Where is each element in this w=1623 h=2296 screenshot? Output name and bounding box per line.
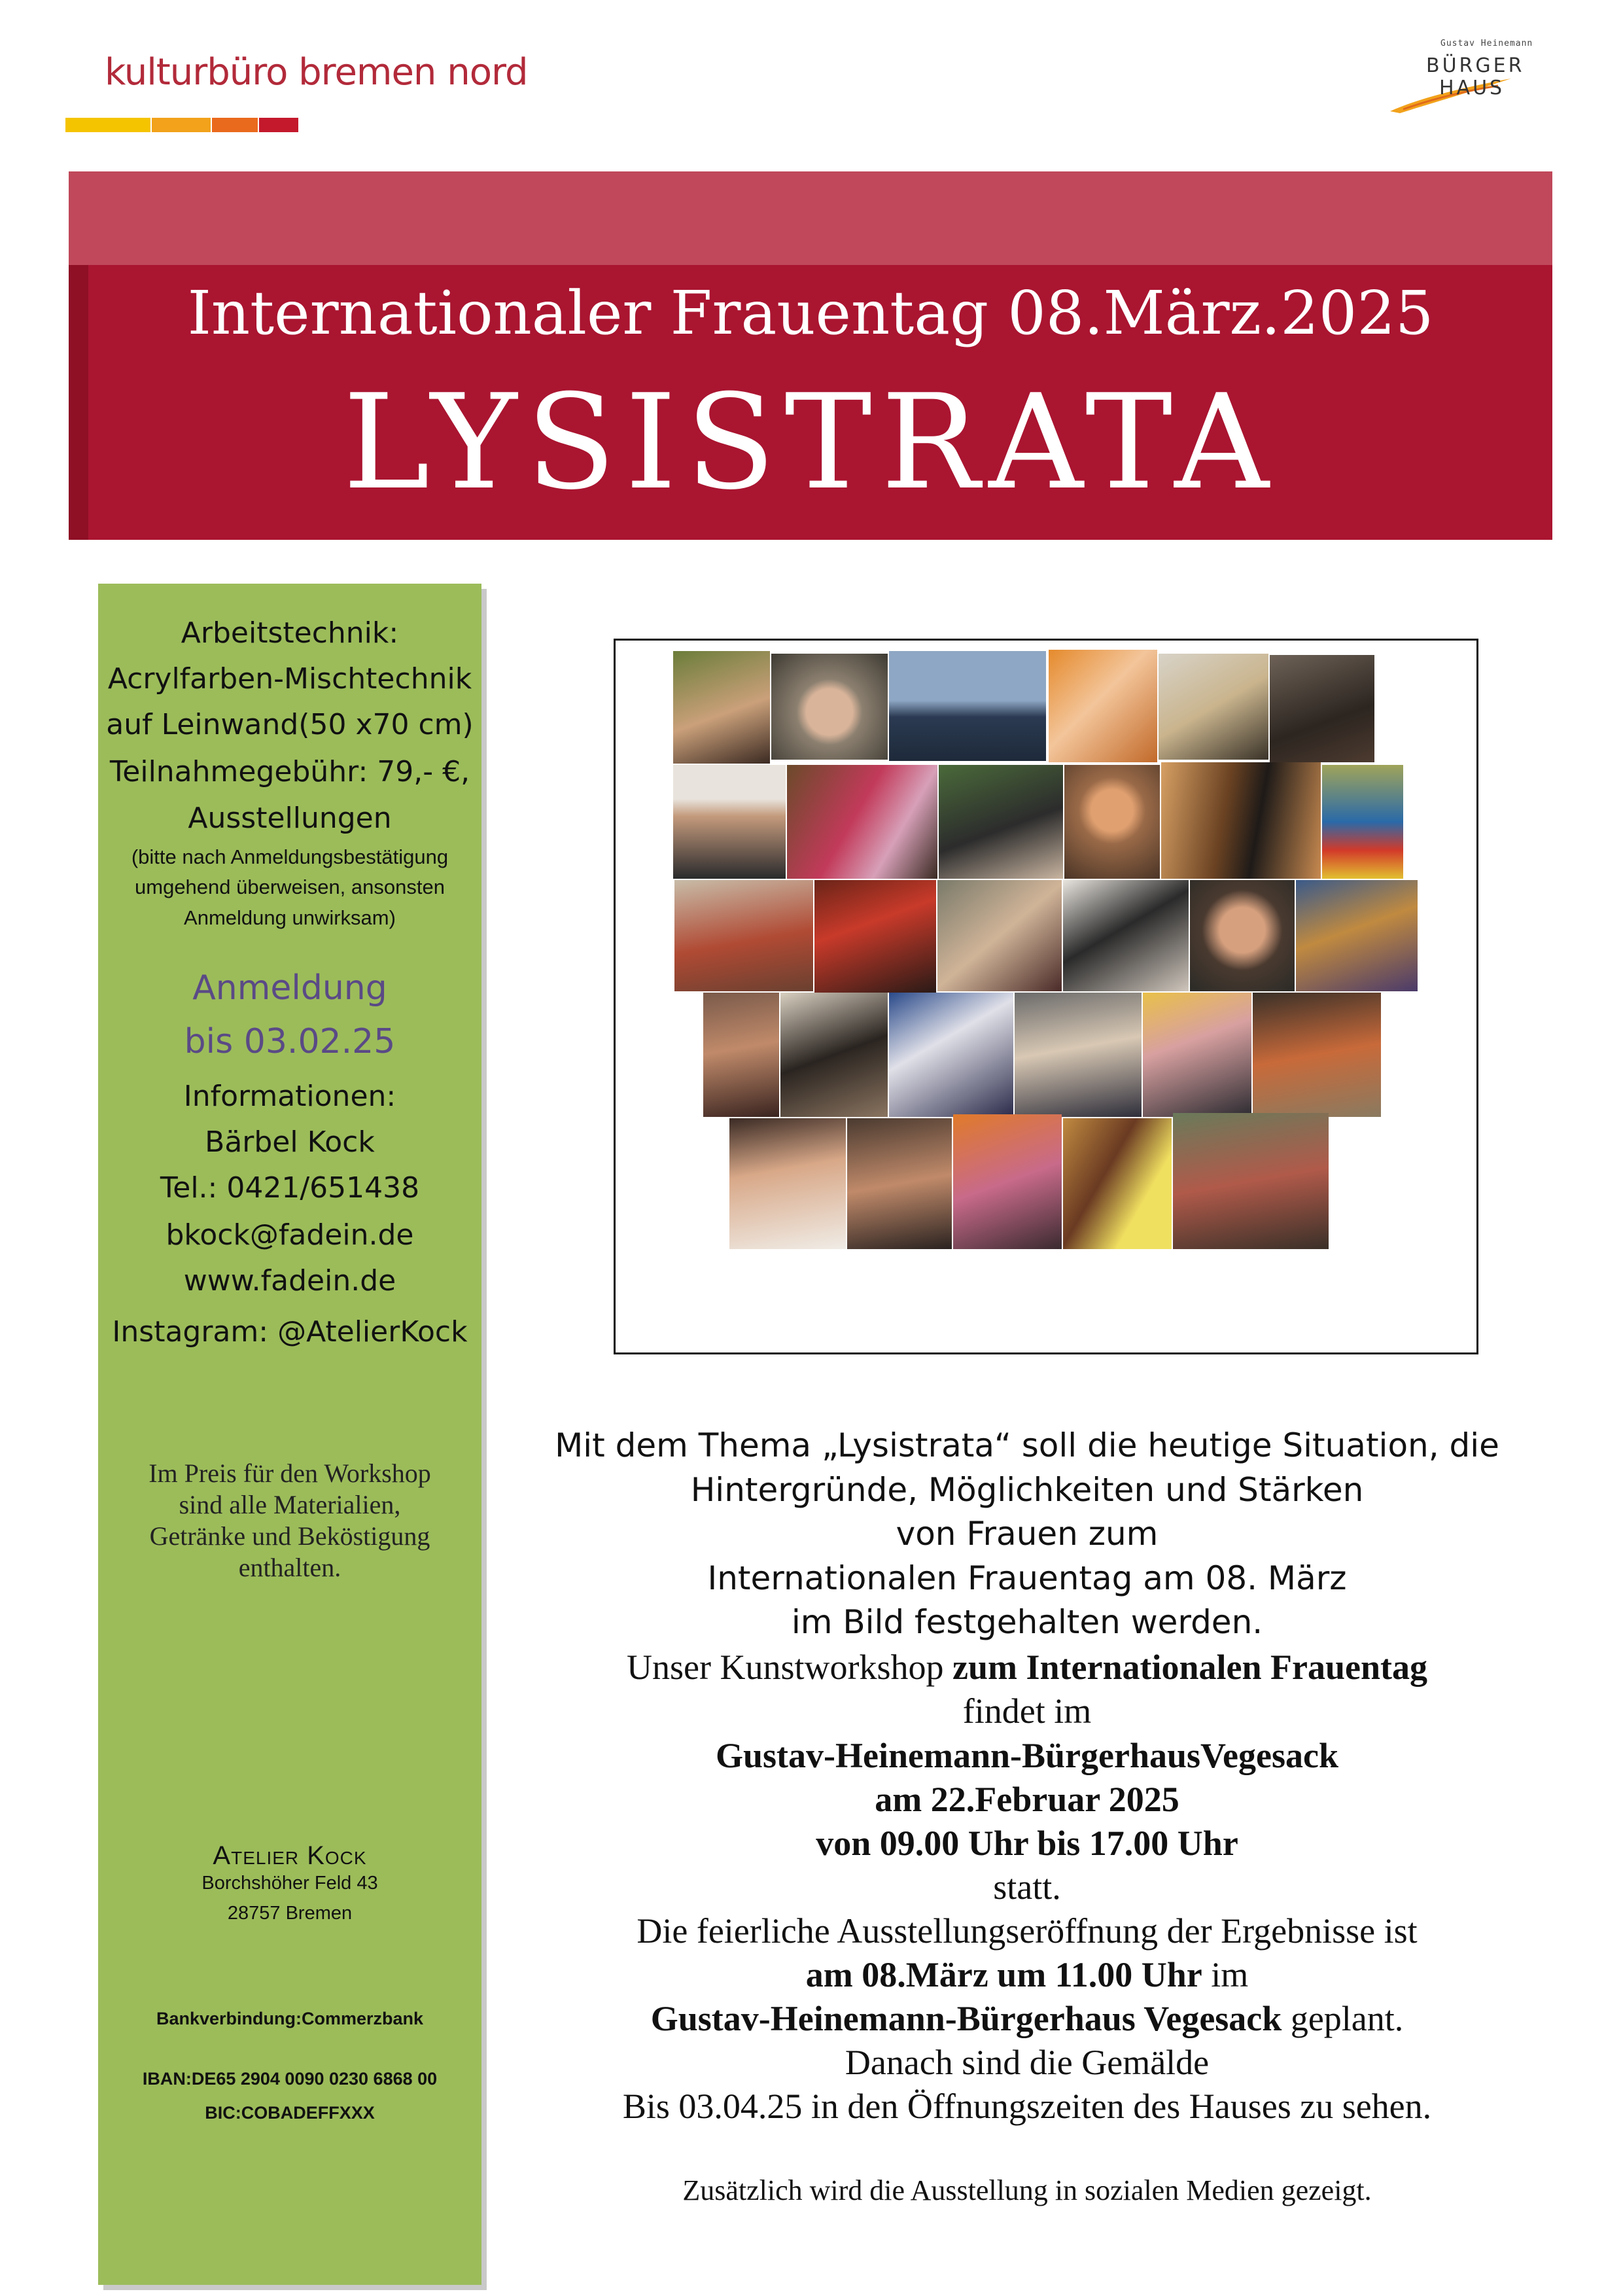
contact-instagram[interactable]: Instagram: @AtelierKock — [112, 1315, 468, 1349]
buergerhaus-logo-line2: HAUS — [1439, 77, 1505, 99]
collage-photo — [1322, 765, 1403, 879]
collage-photo — [703, 993, 779, 1117]
collage-photo — [780, 993, 888, 1117]
collage-photo — [939, 765, 1063, 879]
atelier-name: Atelier Kock — [213, 1841, 367, 1870]
opening-geplant: geplant. — [1282, 1999, 1404, 2038]
collage-photo — [1049, 650, 1157, 762]
collage-photo — [1190, 880, 1295, 991]
bank-bic: BIC:COBADEFFXXX — [205, 2103, 375, 2123]
price-note-3: Getränke und Beköstigung — [149, 1521, 430, 1551]
findet-line: findet im — [962, 1691, 1092, 1731]
collage-photo — [847, 1118, 952, 1249]
fee: Teilnahmegebühr: 79,- €, — [109, 755, 470, 788]
technique-heading: Arbeitstechnik: — [181, 616, 399, 650]
collage-photo — [953, 1114, 1062, 1249]
collage-photo — [1296, 880, 1418, 991]
opening-venue-line — [523, 1998, 1531, 2039]
collage-photo — [1173, 1113, 1329, 1249]
banner — [69, 265, 1552, 540]
collage-photo — [889, 651, 1046, 761]
workshop-prefix: Unser Kunstworkshop — [627, 1648, 952, 1687]
collage-photo — [787, 765, 937, 879]
collage-photo — [1015, 993, 1142, 1117]
collage-photo — [1064, 765, 1160, 879]
bank-iban: IBAN:DE65 2904 0090 0230 6868 00 — [142, 2069, 438, 2089]
workshop-bold: zum Internationalen Frauentag — [952, 1648, 1427, 1687]
opening-date-line — [523, 1954, 1531, 1995]
info-label: Informationen: — [183, 1080, 396, 1113]
address-street: Borchshöher Feld 43 — [201, 1873, 378, 1894]
kulturbuero-logo-text: kulturbüro bremen nord — [105, 51, 528, 94]
collage-photo — [1063, 1118, 1172, 1249]
payment-note-1: (bitte nach Anmeldungsbestätigung — [131, 845, 449, 868]
opening-venue: Gustav-Heinemann-Bürgerhaus Vegesack — [650, 1999, 1282, 2038]
intro-line-2: Hintergründe, Möglichkeiten und Stärken — [690, 1471, 1364, 1509]
logo-bar-yellow — [65, 118, 150, 132]
payment-note-3: Anmeldung unwirksam) — [184, 906, 396, 929]
registration-label: Anmeldung — [192, 968, 387, 1008]
intro-line-4: Internationalen Frauentag am 08. März — [707, 1559, 1347, 1597]
address-city: 28757 Bremen — [227, 1903, 353, 1924]
contact-phone[interactable]: Tel.: 0421/651438 — [160, 1171, 420, 1205]
buergerhaus-logo — [1387, 36, 1544, 121]
contact-name: Bärbel Kock — [205, 1125, 375, 1159]
photo-collage — [614, 639, 1478, 1354]
collage-photo — [673, 765, 786, 879]
opening-im: im — [1202, 1955, 1249, 1994]
logo-bar-orange — [152, 118, 211, 132]
contact-email[interactable]: bkock@fadein.de — [166, 1218, 414, 1252]
registration-deadline: bis 03.02.25 — [184, 1022, 396, 1061]
collage-photo — [1253, 993, 1381, 1117]
info-sidebar — [98, 584, 481, 2285]
collage-photo — [729, 1118, 846, 1249]
bank-name: Bankverbindung:Commerzbank — [156, 2009, 424, 2028]
collage-photo — [673, 651, 770, 764]
collage-photo — [937, 880, 1062, 991]
collage-photo — [814, 880, 936, 993]
collage-photo — [1159, 654, 1268, 760]
buergerhaus-logo-small: Gustav Heinemann — [1440, 39, 1533, 48]
intro-line-1: Mit dem Thema „Lysistrata“ soll die heutige Situation, die — [555, 1426, 1499, 1464]
collage-photo — [674, 880, 813, 991]
workshop-line — [523, 1647, 1531, 1687]
venue-line: Gustav-Heinemann-BürgerhausVegesack — [715, 1736, 1339, 1775]
date-line: am 22.Februar 2025 — [875, 1780, 1179, 1819]
time-line: von 09.00 Uhr bis 17.00 Uhr — [816, 1824, 1238, 1863]
collage-photo — [1143, 993, 1251, 1117]
banner-top-strip — [69, 171, 1552, 266]
logo-bar-darkorange — [212, 118, 258, 132]
technique-line1: Acrylfarben-Mischtechnik — [107, 662, 472, 696]
collage-photo — [1063, 880, 1189, 991]
price-note-1: Im Preis für den Workshop — [148, 1458, 431, 1488]
paintings-line-1: Danach sind die Gemälde — [845, 2043, 1210, 2082]
statt-line: statt. — [993, 1867, 1061, 1907]
banner-title: LYSISTRATA — [343, 366, 1278, 519]
collage-photo — [1270, 655, 1374, 762]
buergerhaus-logo-line1: BÜRGER — [1426, 54, 1525, 77]
price-note-4: enthalten. — [238, 1553, 341, 1582]
social-line: Zusätzlich wird die Ausstellung in sozialen Medien gezeigt. — [682, 2174, 1372, 2206]
paintings-line-2: Bis 03.04.25 in den Öffnungszeiten des Hauses zu sehen. — [622, 2087, 1432, 2126]
intro-line-3: von Frauen zum — [896, 1515, 1159, 1553]
exhibitions: Ausstellungen — [188, 802, 392, 835]
price-note-2: sind alle Materialien, — [179, 1490, 401, 1519]
banner-subtitle: Internationaler Frauentag 08.März.2025 — [187, 278, 1434, 348]
intro-line-5: im Bild festgehalten werden. — [791, 1603, 1263, 1641]
payment-note-2: umgehend überweisen, ansonsten — [135, 875, 445, 898]
opening-line-1: Die feierliche Ausstellungseröffnung der Ergebnisse ist — [637, 1911, 1418, 1951]
collage-photo — [889, 993, 1013, 1117]
collage-photo — [1161, 762, 1321, 879]
kulturbuero-logo — [65, 51, 528, 136]
technique-line2: auf Leinwand(50 x70 cm) — [106, 708, 474, 741]
contact-website[interactable]: www.fadein.de — [183, 1264, 396, 1298]
logo-bar-red — [259, 118, 298, 132]
collage-photo — [771, 654, 888, 760]
opening-date: am 08.März um 11.00 Uhr — [805, 1955, 1202, 1994]
